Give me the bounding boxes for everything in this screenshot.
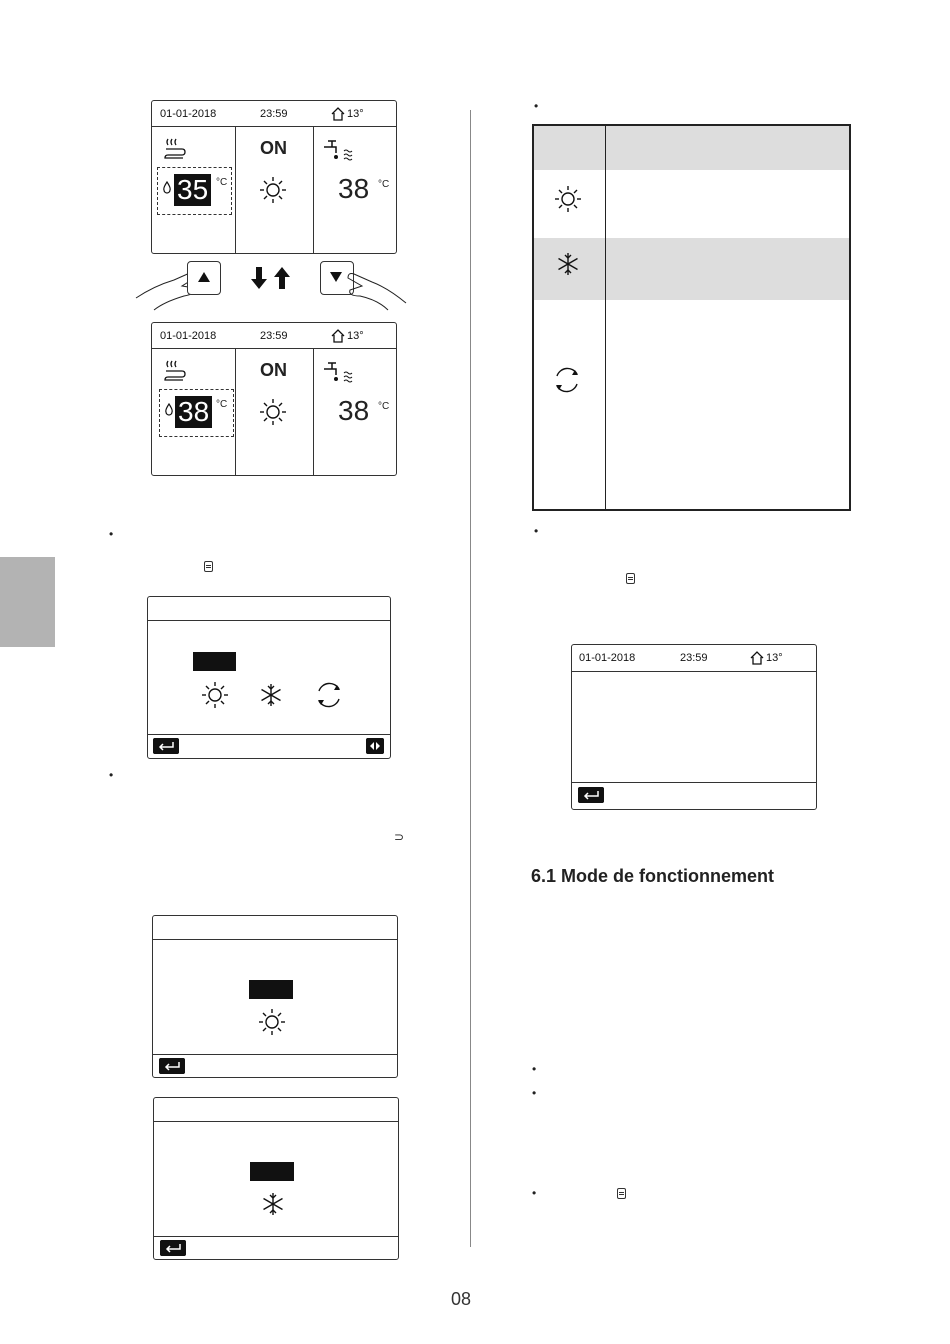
time-label: 23:59 — [680, 652, 708, 664]
auto-mode-icon[interactable] — [313, 681, 345, 709]
col-divider — [235, 348, 236, 475]
cool-mode-icon[interactable] — [258, 682, 284, 708]
selected-mode-highlight — [193, 652, 236, 671]
footer-divider — [148, 734, 390, 735]
table-header-row — [534, 126, 849, 170]
water-drop-icon — [163, 181, 171, 194]
main-screen-before — [151, 100, 397, 254]
dhw-temp: 38 — [338, 395, 370, 426]
back-button[interactable] — [578, 787, 604, 803]
table-row-auto — [534, 300, 849, 509]
table-row-cool — [534, 238, 849, 300]
dhw-tap-icon — [322, 137, 356, 161]
sun-icon — [258, 397, 288, 427]
back-button[interactable] — [160, 1240, 186, 1256]
dhw-tap-icon — [322, 359, 356, 383]
home-icon — [330, 328, 346, 343]
table-col-divider — [605, 126, 606, 509]
water-temp-selected[interactable]: 38 — [175, 396, 212, 428]
right-hand-illustration — [328, 258, 408, 313]
date-label: 01-01-2018 — [160, 108, 217, 120]
bullet: • — [109, 527, 114, 541]
date-label: 01-01-2018 — [160, 330, 217, 342]
time-label: 23:59 — [260, 108, 288, 120]
selected-mode-highlight — [249, 980, 293, 999]
heat-mode-icon — [553, 184, 583, 214]
arrow-down-icon — [250, 266, 268, 290]
unit-label: °C — [378, 179, 390, 190]
floor-heating-icon — [164, 359, 186, 383]
bullet: • — [534, 99, 539, 113]
back-button[interactable] — [153, 738, 179, 754]
inline-symbol: ⊃ — [394, 830, 405, 844]
main-screen-after — [151, 322, 397, 476]
bullet: • — [109, 768, 114, 782]
header-divider — [154, 1121, 398, 1122]
col-divider — [313, 348, 314, 475]
outdoor-temp: 13° — [766, 652, 783, 664]
mode-select-screen — [147, 596, 391, 759]
header-divider — [152, 348, 396, 349]
status-on: ON — [260, 360, 287, 380]
section-heading: 6.1 Mode de fonctionnement — [531, 866, 775, 886]
column-divider — [470, 110, 471, 1247]
water-drop-icon — [165, 403, 173, 416]
header-divider — [152, 126, 396, 127]
bullet: • — [532, 1086, 537, 1100]
unit-label: °C — [216, 399, 228, 410]
footer-divider — [154, 1236, 398, 1237]
arrow-up-icon — [273, 266, 291, 290]
outdoor-temp: 13° — [347, 108, 364, 120]
home-icon — [330, 106, 346, 121]
header-divider — [148, 620, 390, 621]
unit-label: °C — [216, 177, 228, 188]
cool-mode-icon — [555, 251, 581, 277]
cool-mode-icon — [260, 1191, 286, 1217]
footer-divider — [572, 782, 816, 783]
time-label: 23:59 — [260, 330, 288, 342]
triangle-up-icon — [197, 271, 211, 283]
bullet: • — [532, 1186, 537, 1200]
date-screen — [571, 644, 817, 810]
heat-mode-icon — [257, 1007, 287, 1037]
bullet: • — [534, 524, 539, 538]
cool-mode-screen — [153, 1097, 399, 1260]
back-button[interactable] — [159, 1058, 185, 1074]
selected-mode-highlight — [250, 1162, 294, 1181]
heat-mode-screen — [152, 915, 398, 1078]
page-number: 08 — [451, 1289, 472, 1309]
menu-key-icon — [617, 1188, 626, 1199]
menu-key-icon — [204, 561, 213, 572]
water-temp-selected[interactable]: 35 — [174, 174, 211, 206]
dhw-temp: 38 — [338, 173, 370, 204]
auto-mode-icon — [551, 366, 583, 394]
date-label: 01-01-2018 — [579, 652, 636, 664]
bullet: • — [532, 1062, 537, 1076]
footer-divider — [153, 1054, 397, 1055]
col-divider — [235, 126, 236, 253]
header-divider — [153, 939, 397, 940]
home-icon — [749, 650, 765, 665]
col-divider — [313, 126, 314, 253]
floor-heating-icon — [164, 137, 186, 161]
heat-mode-icon[interactable] — [200, 680, 230, 710]
outdoor-temp: 13° — [347, 330, 364, 342]
unit-label: °C — [378, 401, 390, 412]
section-tab — [0, 557, 55, 647]
mode-table — [532, 124, 851, 511]
status-on: ON — [260, 138, 287, 158]
left-right-button[interactable] — [366, 738, 384, 754]
sun-icon — [258, 175, 288, 205]
menu-key-icon — [626, 573, 635, 584]
header-divider — [572, 671, 816, 672]
